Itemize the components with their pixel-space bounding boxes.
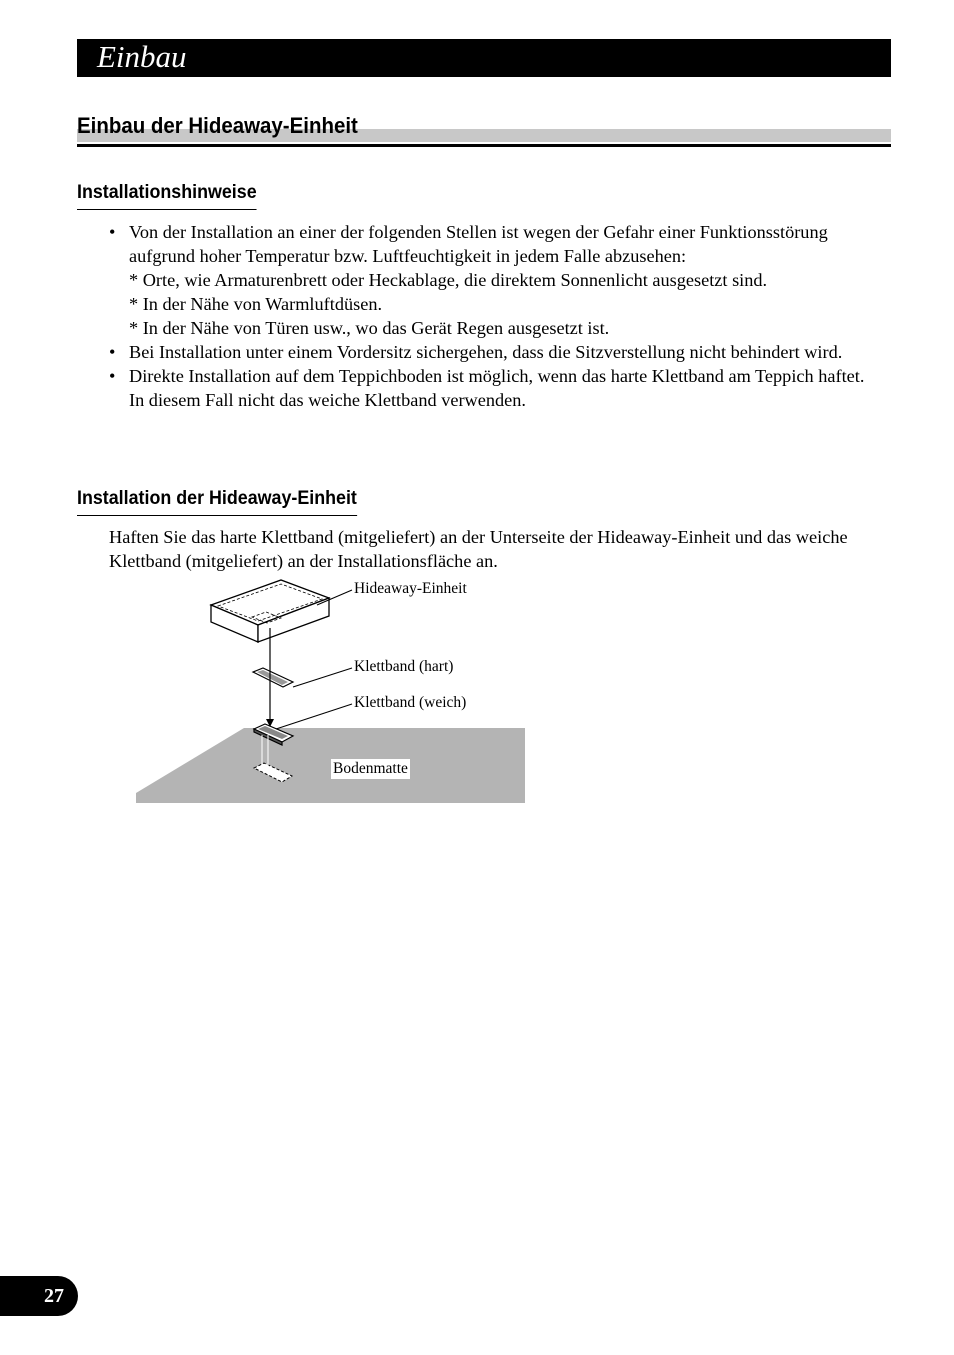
list-subitem: * In der Nähe von Türen usw., wo das Gerät Regen ausgesetzt ist. bbox=[129, 318, 610, 338]
leader-line bbox=[293, 668, 352, 687]
list-item-text: Direkte Installation auf dem Teppichboden ist möglich, wenn das harte Klettband am Teppich haftet. In diesem Fall nicht das weiche Klettband verwenden. bbox=[129, 366, 865, 410]
page-number: 27 bbox=[44, 1285, 64, 1307]
chapter-title: Einbau bbox=[97, 39, 187, 74]
bullet-icon: • bbox=[109, 222, 116, 242]
leader-line bbox=[276, 704, 352, 729]
label-velcro-soft: Klettband (weich) bbox=[354, 694, 467, 711]
chapter-banner bbox=[77, 39, 891, 77]
list-item bbox=[109, 364, 869, 412]
hints-list bbox=[109, 220, 869, 412]
bullet-icon: • bbox=[109, 366, 116, 386]
install-heading: Installation der Hideaway-Einheit bbox=[77, 486, 357, 516]
label-hideaway-unit: Hideaway-Einheit bbox=[354, 580, 467, 597]
label-floor-mat: Bodenmatte bbox=[333, 760, 408, 777]
section-title: Einbau der Hideaway-Einheit bbox=[77, 113, 358, 138]
list-subitem: * Orte, wie Armaturenbrett oder Heckablage, die direktem Sonnenlicht ausgesetzt sind. bbox=[129, 270, 768, 290]
list-subitem: * In der Nähe von Warmluftdüsen. bbox=[129, 294, 383, 314]
hints-heading: Installationshinweise bbox=[77, 180, 257, 210]
label-velcro-hard: Klettband (hart) bbox=[354, 658, 454, 675]
velcro-hard-drawing bbox=[253, 668, 293, 687]
list-item-text: Von der Installation an einer der folgenden Stellen ist wegen der Gefahr einer Funktionsstörung aufgrund hoher Temperatur bzw. Luftfeuchtigkeit in jedem Falle abzusehen: bbox=[129, 222, 828, 266]
install-paragraph: Haften Sie das harte Klettband (mitgeliefert) an der Unterseite der Hideaway-Einheit und das weiche Klettband (mitgeliefert) an der Installationsfläche an. bbox=[109, 527, 848, 571]
installation-figure bbox=[136, 575, 536, 805]
section-heading bbox=[77, 112, 891, 148]
list-item-text: Bei Installation unter einem Vordersitz sichergehen, dass die Sitzverstellung nicht behindert wird. bbox=[129, 342, 843, 362]
list-item bbox=[109, 220, 869, 340]
heading-rule bbox=[77, 144, 891, 147]
bullet-icon: • bbox=[109, 342, 116, 362]
list-item bbox=[109, 340, 869, 364]
page-number-tab bbox=[0, 1276, 78, 1316]
